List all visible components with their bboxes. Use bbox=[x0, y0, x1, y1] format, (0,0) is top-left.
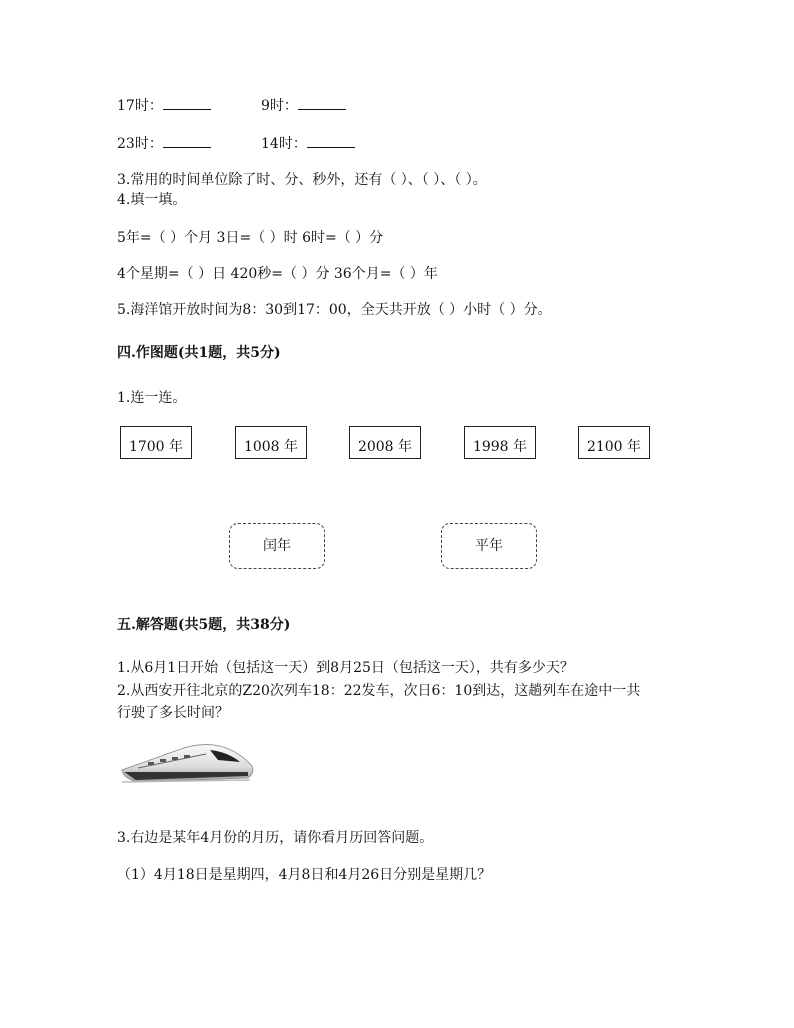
answer-blank[interactable] bbox=[298, 95, 346, 110]
question-5: 5.海洋馆开放时间为8：30到17：00，全天共开放（ ）小时（ ）分。 bbox=[117, 302, 552, 318]
year-box-1700[interactable]: 1700 年 bbox=[120, 426, 192, 459]
question-3: 3.常用的时间单位除了时、分、秒外，还有（ ）、（ ）、（ ）。 bbox=[117, 172, 487, 188]
fill-label: 9时： bbox=[261, 98, 298, 114]
answer-blank[interactable] bbox=[163, 95, 211, 110]
fill-row-2-b bbox=[261, 133, 355, 153]
section-4-title: 四.作图题(共1题，共5分) bbox=[117, 345, 281, 361]
leap-year-box[interactable]: 闰年 bbox=[229, 523, 325, 569]
fill-label: 23时： bbox=[117, 136, 163, 152]
section-5-q3: 3.右边是某年4月份的月历，请你看月历回答问题。 bbox=[117, 830, 434, 846]
answer-blank[interactable] bbox=[163, 133, 211, 148]
fill-row-1 bbox=[117, 95, 211, 115]
section-5-q2-line-1: 2.从西安开往北京的Z20次列车18：22发车，次日6：10到达，这趟列车在途中一共 bbox=[117, 683, 641, 699]
fill-row-2 bbox=[117, 133, 211, 153]
answer-blank[interactable] bbox=[307, 133, 355, 148]
year-box-2008[interactable]: 2008 年 bbox=[349, 426, 421, 459]
question-4-line-1: 5年=（ ）个月 3日=（ ）时 6时=（ ）分 bbox=[117, 230, 384, 246]
year-box-1998[interactable]: 1998 年 bbox=[464, 426, 536, 459]
section-5-q3-sub1: （1）4月18日是星期四，4月8日和4月26日分别是星期几？ bbox=[117, 867, 492, 883]
year-box-1008[interactable]: 1008 年 bbox=[235, 426, 307, 459]
common-year-box[interactable]: 平年 bbox=[441, 523, 537, 569]
fill-label: 14时： bbox=[261, 136, 307, 152]
year-box-2100[interactable]: 2100 年 bbox=[578, 426, 650, 459]
train-image bbox=[118, 736, 256, 788]
fill-label: 17时： bbox=[117, 98, 163, 114]
section-5-title: 五.解答题(共5题，共38分) bbox=[117, 617, 291, 633]
question-4-line-2: 4个星期=（ ）日 420秒=（ ）分 36个月=（ ）年 bbox=[117, 266, 438, 282]
section-4-q1: 1.连一连。 bbox=[117, 390, 187, 406]
question-4: 4.填一填。 bbox=[117, 192, 187, 208]
section-5-q2-line-2: 行驶了多长时间？ bbox=[117, 705, 229, 721]
section-5-q1: 1.从6月1日开始（包括这一天）到8月25日（包括这一天），共有多少天？ bbox=[117, 660, 574, 676]
fill-row-1-b bbox=[261, 95, 346, 115]
